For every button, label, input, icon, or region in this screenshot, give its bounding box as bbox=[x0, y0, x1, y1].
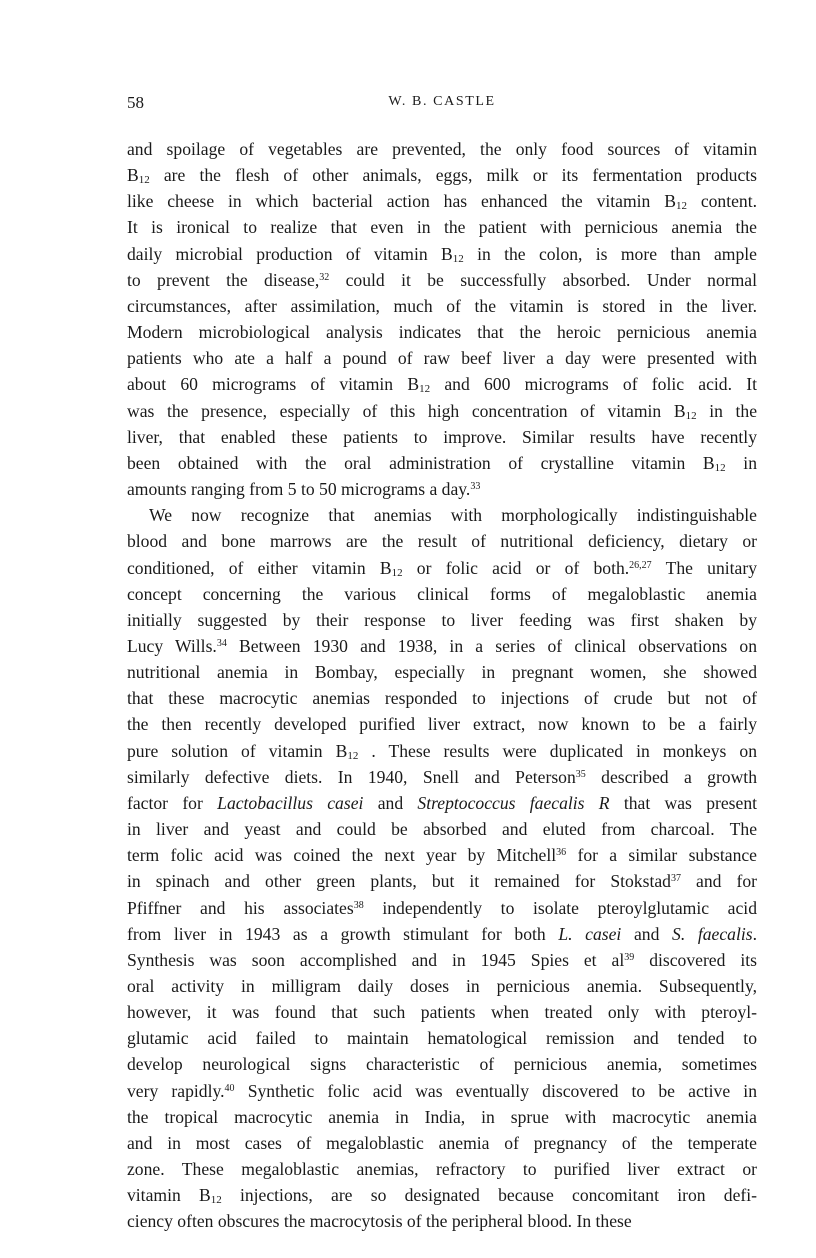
text-line: the then recently developed purified liver extract, now known to be a fairly bbox=[127, 714, 757, 735]
text-line: term folic acid was coined the next year by Mitchell$^{36}$ for a similar substance bbox=[127, 845, 757, 866]
page-header bbox=[127, 93, 757, 117]
text-line: similarly defective diets. In 1940, Snell and Peterson$^{35}$ described a growth bbox=[127, 766, 757, 787]
text-line: $B_{12}$ are the flesh of other animals, eggs, milk or its fermentation products bbox=[127, 165, 757, 187]
text-line: blood and bone marrows are the result of nutritional deficiency, dietary or bbox=[127, 531, 757, 552]
text-line: conditioned, of either vitamin $B_{12}$ or folic acid or of both.$^{26,27}$ The unitary bbox=[127, 557, 757, 579]
text-line: concept concerning the various clinical forms of megaloblastic anemia bbox=[127, 583, 757, 604]
text-line: patients who ate a half a pound of raw beef liver a day were presented with bbox=[127, 348, 757, 369]
text-line: and spoilage of vegetables are prevented, the only food sources of vitamin bbox=[127, 139, 757, 159]
text-line: daily microbial production of vitamin $B_{12}$ in the colon, is more than ample bbox=[127, 243, 757, 265]
running-head: W. B. CASTLE bbox=[388, 94, 496, 109]
text-line: circumstances, after assimilation, much of the vitamin is stored in the liver. bbox=[127, 295, 757, 316]
text-line: in liver and yeast and could be absorbed and eluted from charcoal. The bbox=[127, 819, 757, 840]
paragraph-1 bbox=[127, 136, 757, 502]
text-line: oral activity in milligram daily doses in pernicious anemia. Subsequently, bbox=[127, 976, 757, 996]
page-number: 58 bbox=[127, 93, 144, 112]
text-line: develop neurological signs characteristic of pernicious anemia, sometimes bbox=[127, 1054, 757, 1075]
text-line: Pfiffner and his associates$^{38}$ independently to isolate pteroylglutamic acid bbox=[127, 897, 757, 918]
text-line: been obtained with the oral administration of crystalline vitamin $B_{12}$ in bbox=[127, 452, 757, 474]
text-line: initially suggested by their response to liver feeding was first shaken by bbox=[127, 609, 757, 630]
text-line: nutritional anemia in Bombay, especially in pregnant women, she showed bbox=[127, 662, 757, 683]
text-line: very rapidly.$^{40}$ Synthetic folic acid was eventually discovered to be active in bbox=[127, 1080, 757, 1101]
text-line: factor for Lactobacillus casei and Streptococcus faecalis R that was present bbox=[127, 792, 758, 813]
text-line: to prevent the disease,$^{32}$ could it be successfully absorbed. Under normal bbox=[127, 269, 757, 290]
text-line: the tropical macrocytic anemia in India, in sprue with macrocytic anemia bbox=[127, 1106, 757, 1127]
text-line: Modern microbiological analysis indicates that the heroic pernicious anemia bbox=[127, 322, 757, 343]
text-line: ciency often obscures the macrocytosis of the peripheral blood. In these bbox=[127, 1211, 632, 1232]
text-line: vitamin $B_{12}$ injections, are so designated because concomitant iron defi- bbox=[127, 1185, 758, 1207]
text-line: Lucy Wills.$^{34}$ Between 1930 and 1938, in a series of clinical observations on bbox=[127, 635, 757, 656]
body-text bbox=[127, 136, 757, 1235]
text-line: was the presence, especially of this high concentration of vitamin $B_{12}$ in the bbox=[127, 400, 757, 422]
text-line: liver, that enabled these patients to improve. Similar results have recently bbox=[127, 426, 757, 447]
text-line: Synthesis was soon accomplished and in 1945 Spies et $al^{39}$ discovered its bbox=[127, 949, 757, 970]
text-line: however, it was found that such patients when treated only with pteroyl- bbox=[127, 1002, 757, 1023]
text-line: about 60 micrograms of vitamin $B_{12}$ and 600 micrograms of folic acid. It bbox=[127, 374, 757, 396]
text-line: that these macrocytic anemias responded to injections of crude but not of bbox=[127, 688, 757, 709]
text-line: glutamic acid failed to maintain hematological remission and tended to bbox=[127, 1028, 757, 1049]
text-line: and in most cases of megaloblastic anemia of pregnancy of the temperate bbox=[127, 1132, 757, 1153]
text-line: in spinach and other green plants, but it remained for Stokstad$^{37}$ and for bbox=[127, 871, 757, 892]
text-line: amounts ranging from 5 to 50 micrograms a day.$^{33}$ bbox=[127, 479, 481, 500]
text-line: from liver in 1943 as a growth stimulant for both L. casei and S. faecalis. bbox=[127, 923, 757, 944]
text-line: pure solution of vitamin $B_{12}$ . These results were duplicated in monkeys on bbox=[127, 740, 757, 762]
paragraph-2 bbox=[127, 502, 757, 1234]
text-line: zone. These megaloblastic anemias, refractory to purified liver extract or bbox=[127, 1159, 757, 1180]
text-line: It is ironical to realize that even in the patient with pernicious anemia the bbox=[127, 217, 757, 238]
text-line: like cheese in which bacterial action has enhanced the vitamin $B_{12}$ content. bbox=[127, 191, 757, 213]
text-line: We now recognize that anemias with morphologically indistinguishable bbox=[149, 505, 757, 526]
